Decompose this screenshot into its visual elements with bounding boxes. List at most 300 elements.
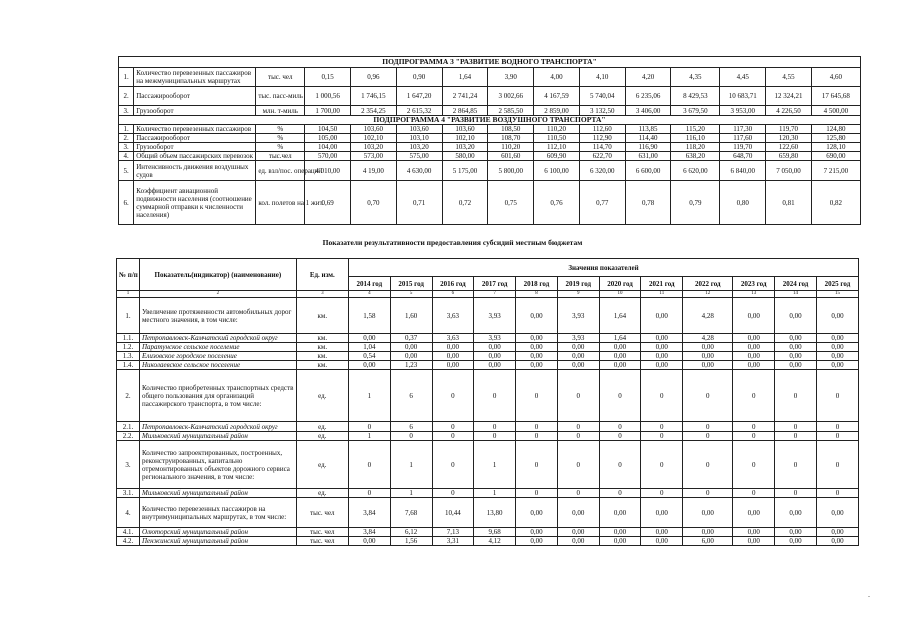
- value-cell: 0,80: [720, 181, 766, 225]
- value-cell: 0,00: [733, 298, 775, 334]
- value-cell: 4,20: [625, 68, 671, 87]
- sub-row: [117, 528, 859, 537]
- value-cell: 103,20: [350, 143, 396, 152]
- value-cell: 6 620,00: [671, 161, 720, 181]
- value-cell: 8 429,53: [671, 87, 720, 106]
- column-number: 11: [641, 291, 683, 298]
- column-number: 14: [775, 291, 817, 298]
- column-number: 1: [117, 291, 140, 298]
- value-cell: 110,20: [488, 143, 534, 152]
- unit-cell: кол. полетов на 1 жит.: [256, 181, 305, 225]
- header-row: [117, 259, 859, 277]
- value-cell: 6 840,00: [720, 161, 766, 181]
- value-cell: 2 585,50: [488, 106, 534, 116]
- column-number: 6: [432, 291, 474, 298]
- value-cell: 5 800,00: [488, 161, 534, 181]
- value-cell: 2 864,85: [442, 106, 488, 116]
- value-cell: 1 000,56: [305, 87, 351, 106]
- value-cell: 1,60: [390, 298, 432, 334]
- section-header-row: [119, 57, 861, 68]
- value-cell: 4 010,00: [305, 161, 351, 181]
- value-cell: 105,00: [305, 134, 351, 143]
- value-cell: 0,00: [733, 361, 775, 370]
- value-cell: 0,00: [733, 334, 775, 343]
- header-indicator: Показатель(индикатор) (наименование): [139, 259, 296, 291]
- sub-row: [117, 334, 859, 343]
- value-cell: 0,00: [599, 343, 641, 352]
- value-cell: 3 132,50: [579, 106, 625, 116]
- value-cell: 0: [816, 370, 858, 422]
- value-cell: 1: [390, 441, 432, 489]
- value-cell: 0: [474, 422, 516, 432]
- column-number: 8: [516, 291, 558, 298]
- value-cell: 0: [683, 489, 733, 498]
- year-header: 2017 год: [474, 277, 516, 291]
- column-number: 4: [348, 291, 390, 298]
- value-cell: 114,70: [579, 143, 625, 152]
- value-cell: 573,00: [350, 152, 396, 161]
- value-cell: 0: [599, 422, 641, 432]
- column-number: 5: [390, 291, 432, 298]
- value-cell: 13,80: [474, 498, 516, 528]
- value-cell: 0: [775, 441, 817, 489]
- value-cell: 117,30: [720, 125, 766, 134]
- value-cell: 104,50: [305, 125, 351, 134]
- value-cell: 0,00: [733, 343, 775, 352]
- indicator-name: Паратунское сельское поселение: [139, 343, 296, 352]
- value-cell: 1 647,20: [396, 87, 442, 106]
- value-cell: 0: [516, 441, 558, 489]
- value-cell: 2 741,24: [442, 87, 488, 106]
- value-cell: 0: [641, 489, 683, 498]
- value-cell: 103,60: [350, 125, 396, 134]
- value-cell: 0,00: [683, 361, 733, 370]
- value-cell: 103,60: [396, 125, 442, 134]
- value-cell: 9,68: [474, 528, 516, 537]
- value-cell: 3,93: [557, 298, 599, 334]
- value-cell: 0,00: [516, 537, 558, 546]
- value-cell: 1,04: [348, 343, 390, 352]
- header-unit: Ед. изм.: [296, 259, 348, 291]
- value-cell: 4 500,00: [811, 106, 860, 116]
- value-cell: 103,60: [442, 125, 488, 134]
- row-number: 1.: [119, 68, 134, 87]
- value-cell: 114,40: [625, 134, 671, 143]
- column-number: 2: [139, 291, 296, 298]
- subsidies-indicators-table: [116, 258, 859, 546]
- value-cell: 108,50: [488, 125, 534, 134]
- value-cell: 0,00: [432, 343, 474, 352]
- value-cell: 0,00: [516, 352, 558, 361]
- unit-cell: тыс. чел: [296, 528, 348, 537]
- table-row: [119, 125, 861, 134]
- value-cell: 0: [775, 489, 817, 498]
- column-number: 3: [296, 291, 348, 298]
- section-title: ПОДПРОГРАММА 4 "РАЗВИТИЕ ВОЗДУШНОГО ТРАНСПОРТА": [119, 116, 861, 125]
- value-cell: 0,00: [775, 528, 817, 537]
- section-title: ПОДПРОГРАММА 3 "РАЗВИТИЕ ВОДНОГО ТРАНСПОРТА": [119, 57, 861, 68]
- row-number: 2.: [117, 370, 140, 422]
- subsidies-table-title: Показатели результативности предоставления субсидий местным бюджетам: [322, 238, 583, 247]
- table-row: [117, 370, 859, 422]
- value-cell: 0,78: [625, 181, 671, 225]
- sub-row: [117, 489, 859, 498]
- value-cell: 0,00: [775, 298, 817, 334]
- value-cell: 2 354,25: [350, 106, 396, 116]
- value-cell: 0: [557, 422, 599, 432]
- year-header: 2022 год: [683, 277, 733, 291]
- value-cell: 0,00: [474, 352, 516, 361]
- unit-cell: тыс. чел: [296, 537, 348, 546]
- table-row: [119, 134, 861, 143]
- value-cell: 0: [599, 489, 641, 498]
- row-number: 2.: [119, 134, 134, 143]
- unit-cell: км.: [296, 298, 348, 334]
- value-cell: 104,00: [305, 143, 351, 152]
- value-cell: 0: [432, 370, 474, 422]
- row-number: 4.1.: [117, 528, 140, 537]
- value-cell: 4,12: [474, 537, 516, 546]
- row-number: 2.: [119, 87, 134, 106]
- value-cell: 4,45: [720, 68, 766, 87]
- value-cell: 0,00: [599, 352, 641, 361]
- value-cell: 1,64: [599, 334, 641, 343]
- value-cell: 0: [516, 370, 558, 422]
- column-number: 9: [557, 291, 599, 298]
- indicator-name: Количество перевезенных пассажиров на межмуниципальных маршрутах: [134, 68, 256, 87]
- value-cell: 0,69: [305, 181, 351, 225]
- indicator-name: Олюторский муниципальный район: [139, 528, 296, 537]
- value-cell: 0: [557, 489, 599, 498]
- value-cell: 0: [641, 441, 683, 489]
- value-cell: 3,84: [348, 528, 390, 537]
- value-cell: 622,70: [579, 152, 625, 161]
- value-cell: 0,00: [599, 498, 641, 528]
- row-number: 6.: [119, 181, 134, 225]
- value-cell: 0: [733, 489, 775, 498]
- value-cell: 6,00: [683, 537, 733, 546]
- value-cell: 631,00: [625, 152, 671, 161]
- value-cell: 0: [816, 422, 858, 432]
- value-cell: 0,00: [599, 537, 641, 546]
- value-cell: 0: [348, 489, 390, 498]
- unit-cell: км.: [296, 334, 348, 343]
- value-cell: 128,10: [811, 143, 860, 152]
- value-cell: 0: [816, 441, 858, 489]
- sub-row: [117, 361, 859, 370]
- indicator-name: Коэффициент авиационной подвижности населения (соотношение суммарной отправки к численности населения): [134, 181, 256, 225]
- year-header: 2025 год: [816, 277, 858, 291]
- row-number: 4.2.: [117, 537, 140, 546]
- row-number: 2.2.: [117, 432, 140, 441]
- value-cell: 2 615,32: [396, 106, 442, 116]
- value-cell: 0,75: [488, 181, 534, 225]
- value-cell: 2 859,00: [534, 106, 580, 116]
- table-row: [117, 298, 859, 334]
- value-cell: 113,85: [625, 125, 671, 134]
- value-cell: 116,90: [625, 143, 671, 152]
- year-header: 2023 год: [733, 277, 775, 291]
- value-cell: 0,00: [641, 537, 683, 546]
- indicator-name: Количество перевезенных пассажиров на внутримуниципальных маршрутах, в том числе:: [139, 498, 296, 528]
- value-cell: 4,55: [766, 68, 812, 87]
- value-cell: 0,00: [516, 298, 558, 334]
- value-cell: 0,00: [641, 498, 683, 528]
- value-cell: 1 700,00: [305, 106, 351, 116]
- indicator-name: Количество приобретенных транспортных средств общего пользования для организаций пассажирского транспорта, в том числе:: [139, 370, 296, 422]
- indicator-name: Пассажирооборот: [134, 87, 256, 106]
- value-cell: 6,12: [390, 528, 432, 537]
- year-header: 2020 год: [599, 277, 641, 291]
- value-cell: 0,00: [516, 361, 558, 370]
- value-cell: 1,58: [348, 298, 390, 334]
- unit-cell: тыс. чел: [256, 68, 305, 87]
- value-cell: 0,71: [396, 181, 442, 225]
- value-cell: 3 002,66: [488, 87, 534, 106]
- header-values: Значения показателей: [348, 259, 858, 277]
- value-cell: 0: [599, 370, 641, 422]
- value-cell: 690,00: [811, 152, 860, 161]
- value-cell: 0: [432, 432, 474, 441]
- value-cell: 0,00: [599, 361, 641, 370]
- unit-cell: млн. т-миль: [256, 106, 305, 116]
- value-cell: 0,00: [557, 361, 599, 370]
- indicator-name: Пенжинский муниципальный район: [139, 537, 296, 546]
- sub-row: [117, 352, 859, 361]
- value-cell: 0: [557, 432, 599, 441]
- value-cell: 3 679,50: [671, 106, 720, 116]
- unit-cell: ед.: [296, 489, 348, 498]
- value-cell: 4 226,50: [766, 106, 812, 116]
- sub-row: [117, 537, 859, 546]
- value-cell: 0: [683, 441, 733, 489]
- value-cell: 0,00: [557, 528, 599, 537]
- table-row: [119, 68, 861, 87]
- value-cell: 112,60: [579, 125, 625, 134]
- unit-cell: %: [256, 125, 305, 134]
- value-cell: 3,93: [557, 334, 599, 343]
- value-cell: 119,70: [720, 143, 766, 152]
- value-cell: 6 235,06: [625, 87, 671, 106]
- value-cell: 103,20: [396, 143, 442, 152]
- value-cell: 0,00: [775, 361, 817, 370]
- value-cell: 4,28: [683, 334, 733, 343]
- indicator-name: Мильковский муниципальный район: [139, 489, 296, 498]
- value-cell: 4,60: [811, 68, 860, 87]
- value-cell: 0,00: [557, 498, 599, 528]
- value-cell: 4,35: [671, 68, 720, 87]
- unit-cell: км.: [296, 352, 348, 361]
- value-cell: 0,79: [671, 181, 720, 225]
- year-header: 2019 год: [557, 277, 599, 291]
- value-cell: 0,00: [516, 528, 558, 537]
- indicator-name: Петропавловск-Камчатский городской округ: [139, 422, 296, 432]
- value-cell: 0,00: [775, 343, 817, 352]
- indicator-name: Грузооборот: [134, 143, 256, 152]
- value-cell: 118,20: [671, 143, 720, 152]
- row-number: 1.1.: [117, 334, 140, 343]
- value-cell: 7,13: [432, 528, 474, 537]
- value-cell: 0: [775, 370, 817, 422]
- column-number: 12: [683, 291, 733, 298]
- value-cell: 659,80: [766, 152, 812, 161]
- value-cell: 0: [775, 432, 817, 441]
- value-cell: 0: [641, 370, 683, 422]
- value-cell: 1: [390, 489, 432, 498]
- value-cell: 0,00: [683, 528, 733, 537]
- value-cell: 0,00: [516, 343, 558, 352]
- value-cell: 116,10: [671, 134, 720, 143]
- value-cell: 0: [816, 489, 858, 498]
- value-cell: 0,72: [442, 181, 488, 225]
- value-cell: 0: [390, 432, 432, 441]
- value-cell: 4,00: [534, 68, 580, 87]
- value-cell: 0,00: [816, 352, 858, 361]
- unit-cell: тыс. чел: [296, 498, 348, 528]
- value-cell: 103,20: [442, 143, 488, 152]
- value-cell: 1: [474, 441, 516, 489]
- column-number: 7: [474, 291, 516, 298]
- row-number: 3.: [119, 143, 134, 152]
- value-cell: 17 645,68: [811, 87, 860, 106]
- unit-cell: ед.: [296, 370, 348, 422]
- row-number: 1.4.: [117, 361, 140, 370]
- value-cell: 0,00: [516, 498, 558, 528]
- value-cell: 12 324,21: [766, 87, 812, 106]
- value-cell: 1,64: [599, 298, 641, 334]
- value-cell: 0,00: [775, 334, 817, 343]
- value-cell: 0: [599, 441, 641, 489]
- value-cell: 0,00: [432, 352, 474, 361]
- value-cell: 0,96: [350, 68, 396, 87]
- value-cell: 638,20: [671, 152, 720, 161]
- value-cell: 648,70: [720, 152, 766, 161]
- value-cell: 0: [474, 370, 516, 422]
- value-cell: 0,00: [599, 528, 641, 537]
- unit-cell: тыс.чел: [256, 152, 305, 161]
- unit-cell: тыс. пасс-миль: [256, 87, 305, 106]
- value-cell: 0: [516, 432, 558, 441]
- value-cell: 0,00: [816, 498, 858, 528]
- value-cell: 5 740,04: [579, 87, 625, 106]
- value-cell: 6 600,00: [625, 161, 671, 181]
- indicator-name: Количество перевезенных пассажиров: [134, 125, 256, 134]
- value-cell: 0,00: [733, 537, 775, 546]
- value-cell: 0: [683, 422, 733, 432]
- section-header-row: [119, 116, 861, 125]
- value-cell: 0,00: [474, 361, 516, 370]
- year-header: 2016 год: [432, 277, 474, 291]
- table-row: [119, 106, 861, 116]
- value-cell: 0: [557, 441, 599, 489]
- value-cell: 112,10: [534, 143, 580, 152]
- value-cell: 0,70: [350, 181, 396, 225]
- value-cell: 0,00: [683, 352, 733, 361]
- value-cell: 1 746,15: [350, 87, 396, 106]
- value-cell: 3,31: [432, 537, 474, 546]
- indicator-name: Пассажирооборот: [134, 134, 256, 143]
- value-cell: 0,00: [641, 361, 683, 370]
- value-cell: 7 050,00: [766, 161, 812, 181]
- value-cell: 0: [775, 422, 817, 432]
- value-cell: 0,00: [348, 537, 390, 546]
- value-cell: 0: [432, 422, 474, 432]
- sub-row: [117, 422, 859, 432]
- value-cell: 0,00: [816, 343, 858, 352]
- value-cell: 0,82: [811, 181, 860, 225]
- value-cell: 125,80: [811, 134, 860, 143]
- value-cell: 108,70: [488, 134, 534, 143]
- value-cell: 0,81: [766, 181, 812, 225]
- value-cell: 3,84: [348, 498, 390, 528]
- unit-cell: км.: [296, 343, 348, 352]
- value-cell: 0,00: [775, 498, 817, 528]
- value-cell: 0,00: [516, 334, 558, 343]
- row-number: 1.: [119, 125, 134, 134]
- value-cell: 1: [474, 489, 516, 498]
- unit-cell: ед.: [296, 422, 348, 432]
- value-cell: 5 175,00: [442, 161, 488, 181]
- value-cell: 6: [390, 422, 432, 432]
- value-cell: 110,50: [534, 134, 580, 143]
- value-cell: 580,00: [442, 152, 488, 161]
- value-cell: 0,00: [775, 352, 817, 361]
- value-cell: 570,00: [305, 152, 351, 161]
- row-number: 3.1.: [117, 489, 140, 498]
- value-cell: 112,90: [579, 134, 625, 143]
- value-cell: 0: [599, 432, 641, 441]
- transport-indicators-table: [118, 56, 861, 225]
- value-cell: 0,15: [305, 68, 351, 87]
- value-cell: 0,00: [641, 343, 683, 352]
- indicator-name: Общий объем пассажирских перевозок: [134, 152, 256, 161]
- value-cell: 119,70: [766, 125, 812, 134]
- value-cell: 6 100,00: [534, 161, 580, 181]
- value-cell: 6: [390, 370, 432, 422]
- value-cell: 122,60: [766, 143, 812, 152]
- value-cell: 4 19,00: [350, 161, 396, 181]
- value-cell: 110,20: [534, 125, 580, 134]
- table-row: [117, 441, 859, 489]
- row-number: 3.: [119, 106, 134, 116]
- value-cell: 1,64: [442, 68, 488, 87]
- row-number: 1.3.: [117, 352, 140, 361]
- row-number: 2.1.: [117, 422, 140, 432]
- value-cell: 115,20: [671, 125, 720, 134]
- value-cell: 0: [641, 432, 683, 441]
- table-row: [119, 152, 861, 161]
- value-cell: 7,68: [390, 498, 432, 528]
- value-cell: 0,00: [557, 352, 599, 361]
- value-cell: 102,10: [442, 134, 488, 143]
- value-cell: 120,30: [766, 134, 812, 143]
- table-row: [119, 161, 861, 181]
- row-number: 1.2.: [117, 343, 140, 352]
- value-cell: 1,56: [390, 537, 432, 546]
- value-cell: 117,60: [720, 134, 766, 143]
- value-cell: 0,77: [579, 181, 625, 225]
- value-cell: 0,00: [683, 498, 733, 528]
- unit-cell: %: [256, 143, 305, 152]
- value-cell: 6 320,00: [579, 161, 625, 181]
- value-cell: 0: [516, 422, 558, 432]
- value-cell: 0,00: [733, 528, 775, 537]
- unit-cell: %: [256, 134, 305, 143]
- value-cell: 0,00: [816, 537, 858, 546]
- value-cell: 103,10: [396, 134, 442, 143]
- value-cell: 0,00: [474, 343, 516, 352]
- value-cell: 0: [557, 370, 599, 422]
